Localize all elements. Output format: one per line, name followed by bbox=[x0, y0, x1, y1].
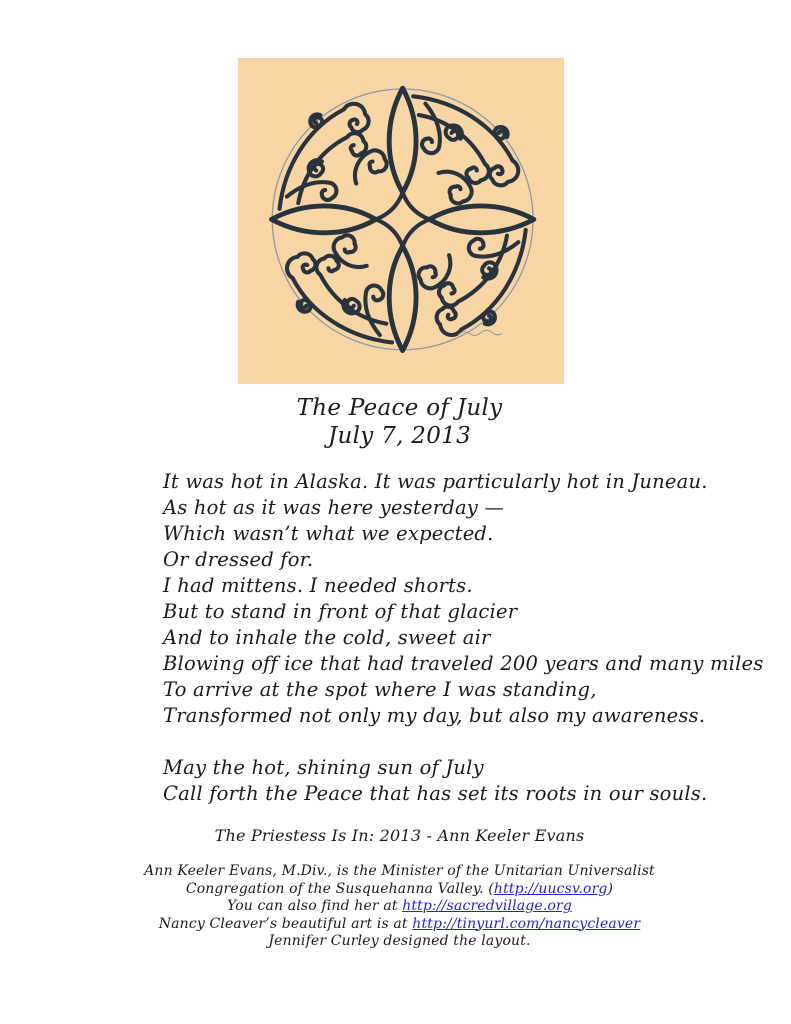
credit-line-2: Congregation of the Susquehanna Valley. (http://uucsv.org) bbox=[185, 880, 614, 897]
credit-line-3: You can also find her at http://sacredvillage.org bbox=[227, 898, 572, 914]
nancycleaver-link[interactable]: http://tinyurl.com/nancycleaver bbox=[412, 915, 641, 932]
poem-stanza-1 bbox=[163, 469, 763, 729]
poem-line: I had mittens. I needed shorts. bbox=[163, 574, 473, 597]
poem-line: To arrive at the spot where I was standing, bbox=[163, 678, 597, 701]
poem-line: Blowing off ice that had traveled 200 years and many miles bbox=[163, 652, 764, 675]
poem-line: It was hot in Alaska. It was particularly hot in Juneau. bbox=[163, 470, 708, 493]
attribution-line: The Priestess Is In: 2013 - Ann Keeler Evans bbox=[214, 826, 585, 845]
mandala-svg bbox=[238, 58, 564, 384]
poem-line: Or dressed for. bbox=[163, 548, 314, 571]
credits-block bbox=[4, 863, 791, 951]
uucsv-link[interactable]: http://uucsv.org bbox=[493, 880, 608, 897]
title-block bbox=[4, 394, 791, 450]
poem-line: But to stand in front of that glacier bbox=[163, 600, 518, 623]
poem-line: May the hot, shining sun of July bbox=[163, 756, 484, 779]
poem-line: As hot as it was here yesterday — bbox=[163, 496, 505, 519]
poem-line: And to inhale the cold, sweet air bbox=[163, 626, 491, 649]
poem-line: Transformed not only my day, but also my awareness. bbox=[163, 704, 706, 727]
mandala-artwork bbox=[238, 58, 564, 384]
poem bbox=[163, 469, 763, 807]
page-title: The Peace of July bbox=[296, 395, 503, 421]
poem-line: Which wasn’t what we expected. bbox=[163, 522, 494, 545]
artwork-background bbox=[238, 58, 564, 384]
poem-stanza-2 bbox=[163, 755, 763, 807]
sacredvillage-link[interactable]: http://sacredvillage.org bbox=[402, 898, 572, 914]
credit-line-1: Ann Keeler Evans, M.Div., is the Minister of the Unitarian Universalist bbox=[144, 863, 655, 879]
credit-line-5: Jennifer Curley designed the layout. bbox=[268, 933, 531, 949]
page-date: July 7, 2013 bbox=[327, 423, 472, 449]
credit-line-4: Nancy Cleaver’s beautiful art is at http://tinyurl.com/nancycleaver bbox=[158, 915, 641, 932]
poem-line: Call forth the Peace that has set its roots in our souls. bbox=[163, 782, 708, 805]
